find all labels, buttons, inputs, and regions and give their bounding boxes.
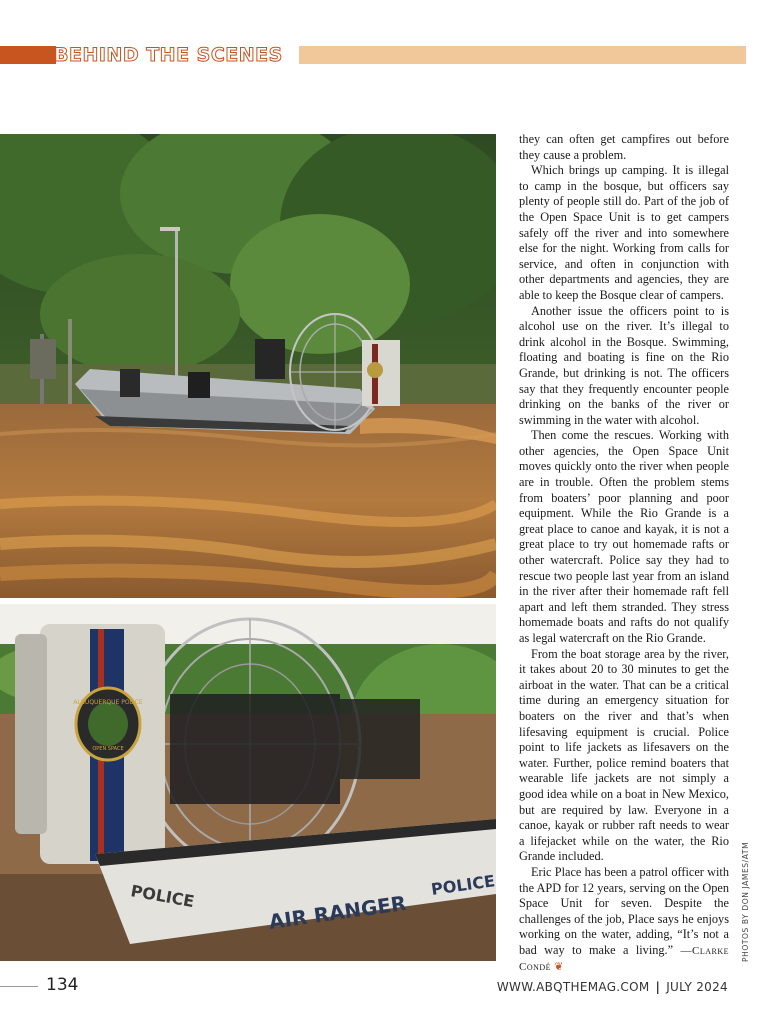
airboat-on-river-photo	[0, 134, 496, 598]
decal-text-bottom: OPEN SPACE	[92, 746, 124, 752]
photo-credit: PHOTOS BY DON JAMES/ATM	[741, 841, 750, 962]
article-paragraph: Another issue the officers point to is alcohol use on the river. It’s illegal to drink alcohol in the Bosque. Swimming, floating and boating is fine on the Rio Grande, but drinking is not. The officers say that they frequently encounter people drinking on the banks of the river or swimming in the water with alcohol.	[519, 303, 729, 427]
footer-info	[497, 980, 728, 994]
article-paragraph-text: Eric Place has been a patrol officer with the APD for 12 years, serving on the Open Space Unit for seven. Despite the challenges of the job, Place says he enjoys working on the water, adding, “It’s not a bad way to make a living.”	[519, 864, 729, 957]
website-link[interactable]: WWW.ABQTHEMAG.COM	[496, 980, 650, 994]
hull-text-right: POLICE	[429, 871, 496, 899]
hull-text-main: AIR RANGER	[267, 890, 408, 934]
section-title: BEHIND THE SCENES	[54, 44, 283, 66]
article-paragraph-last	[519, 865, 729, 976]
footer-separator: |	[655, 980, 661, 994]
page-number: 134	[46, 975, 79, 995]
hull-text-left: POLICE	[129, 881, 196, 912]
header-accent-bar-left	[0, 46, 56, 64]
author-byline: —Clarke Condé	[519, 944, 730, 974]
end-mark-icon: ❦	[554, 961, 564, 974]
article-paragraph: Then come the rescues. Working with other agencies, the Open Space Unit moves quickly onto the river when people are in trouble. Often the problem stems from boaters’ poor planning and poor equipment. While the Rio Grande is a great place to canoe and kayak, it is not a great place to try out homemade rafts or other watercraft. Police say they had to rescue two people last year from an island in the river after their homemade raft fell apart and left them stranded. They stress homemade boats and rafts do not qualify as legal watercraft on the Rio Grande.	[519, 428, 729, 645]
header-accent-bar-right	[299, 46, 746, 64]
footer-rule	[0, 986, 38, 987]
article-paragraph: From the boat storage area by the river, it takes about 20 to 30 minutes to get the airboat in the water. That can be a critical time during an emergency situation for boaters on the river and that’s when lifesaving equipment is crucial. Police point to life jackets as lifesavers on the water. Further, police remind boaters that wearable life jackets are not simply a good idea while on a boat in New Mexico, but are required by law. Everyone in a canoe, kayak or rubber raft needs to wear a lifejacket while on the water, the Rio Grande included.	[519, 646, 729, 864]
decal-text-top: ALBUQUERQUE POLICE	[73, 699, 143, 706]
issue-date: JULY 2024	[666, 980, 728, 994]
airboat-closeup-photo	[0, 604, 496, 961]
article-paragraph: they can often get campfires out before they cause a problem.	[519, 132, 729, 162]
article-column	[519, 132, 729, 976]
article-paragraph: Which brings up camping. It is illegal to camp in the bosque, but officers say plenty of people still do. Part of the job of the Open Space Unit is to get campers safely off the river and into somewhere else for the night. Working from calls for service, and often in conjunction with other departments and agencies, they are able to keep the Bosque clear of campers.	[519, 163, 729, 302]
